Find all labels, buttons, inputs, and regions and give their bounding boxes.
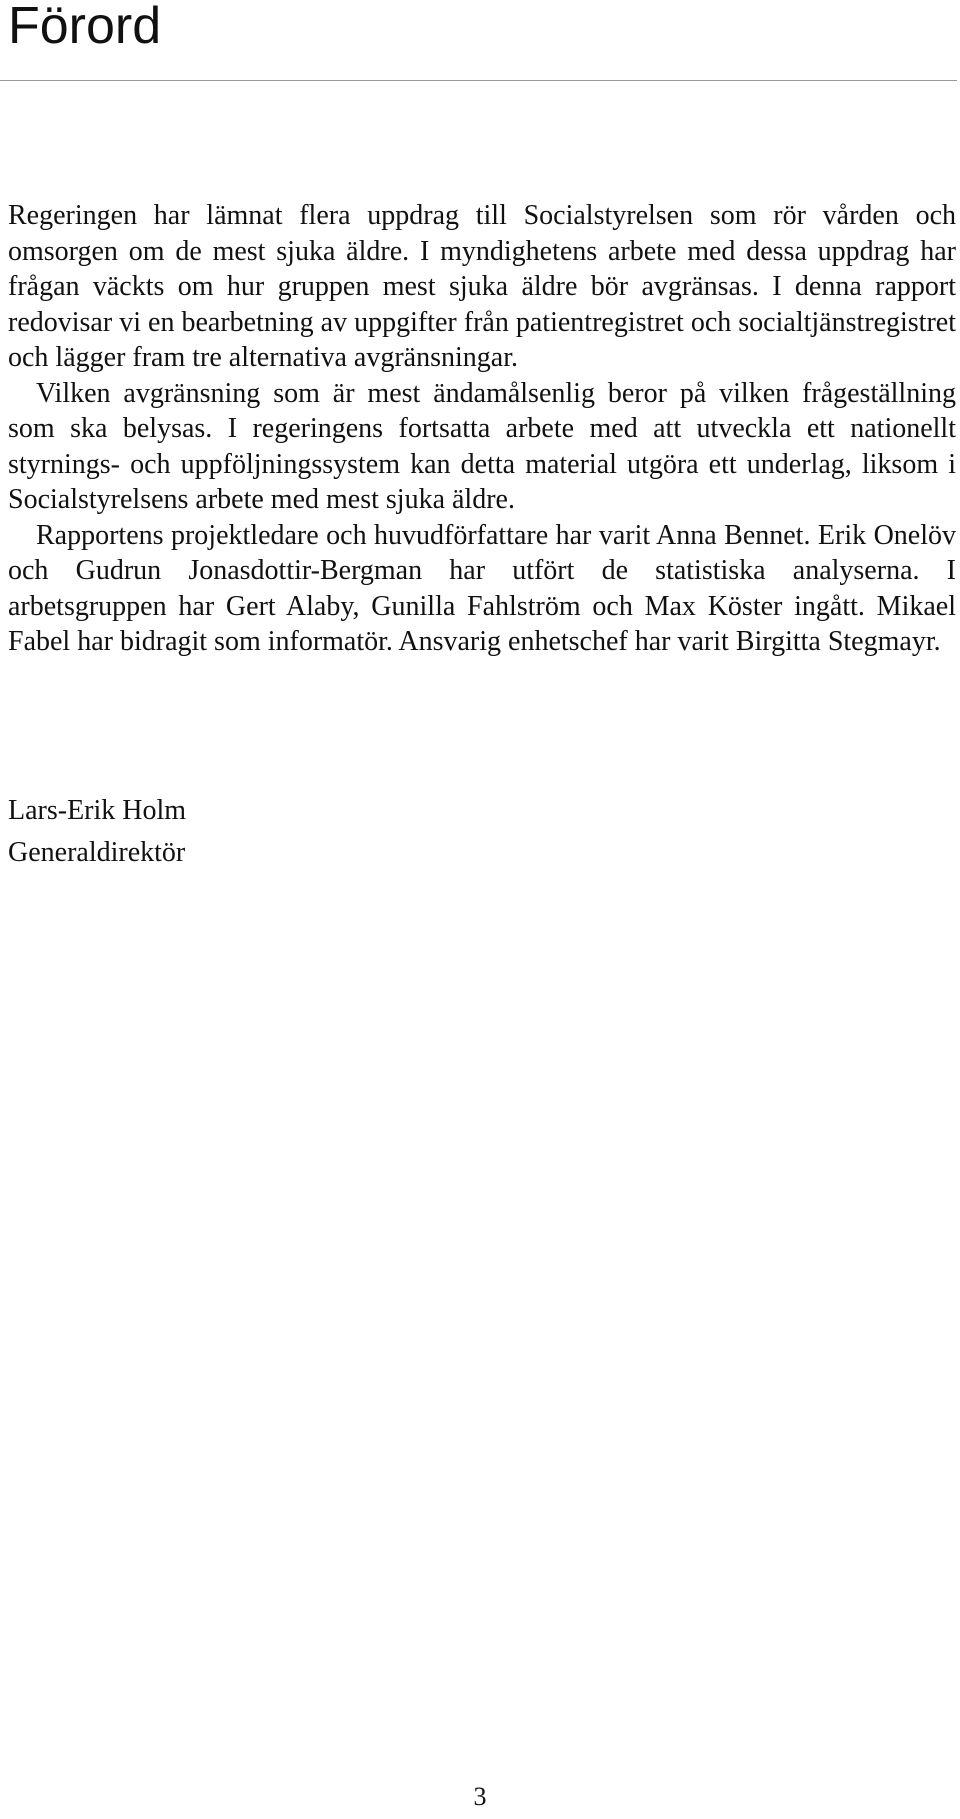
signatory-name: Lars-Erik Holm	[8, 795, 187, 826]
paragraph-purpose: Vilken avgränsning som är mest ändamålsenlig beror på vilken frågeställning som ska belysas. I regeringens fortsatta arbete med att utveckla ett nationellt styrnings- och uppföljningssystem kan detta material utgöra ett underlag, liksom i Socialstyrelsens arbete med mest sjuka äldre.	[8, 377, 956, 515]
page-number: 3	[473, 1782, 487, 1811]
paragraph-intro: Regeringen har lämnat flera uppdrag till Socialstyrelsen som rör vården och omsorgen om de mest sjuka äldre. I myndighetens arbete med dessa uppdrag har frågan väckts om hur gruppen mest sjuka äldre bör avgränsas. I denna rapport redovisar vi en bearbetning av uppgifter från patientregistret och socialtjänstregistret och lägger fram tre alternativa avgränsningar.	[8, 200, 956, 373]
signature-block	[8, 790, 186, 874]
heading-divider	[0, 80, 957, 81]
paragraph-credits: Rapportens projektledare och huvudförfattare har varit Anna Bennet. Erik Onelöv och Gudrun Jonasdottir-Bergman har utfört de statistiska analyserna. I arbetsgruppen har Gert Alaby, Gunilla Fahlström och Max Köster ingått. Mikael Fabel har bidragit som informatör. Ansvarig enhetschef har varit Birgitta Stegmayr.	[8, 519, 956, 657]
page-title: Förord	[8, 0, 162, 55]
foreword-body	[8, 198, 956, 660]
signatory-title: Generaldirektör	[8, 837, 186, 868]
